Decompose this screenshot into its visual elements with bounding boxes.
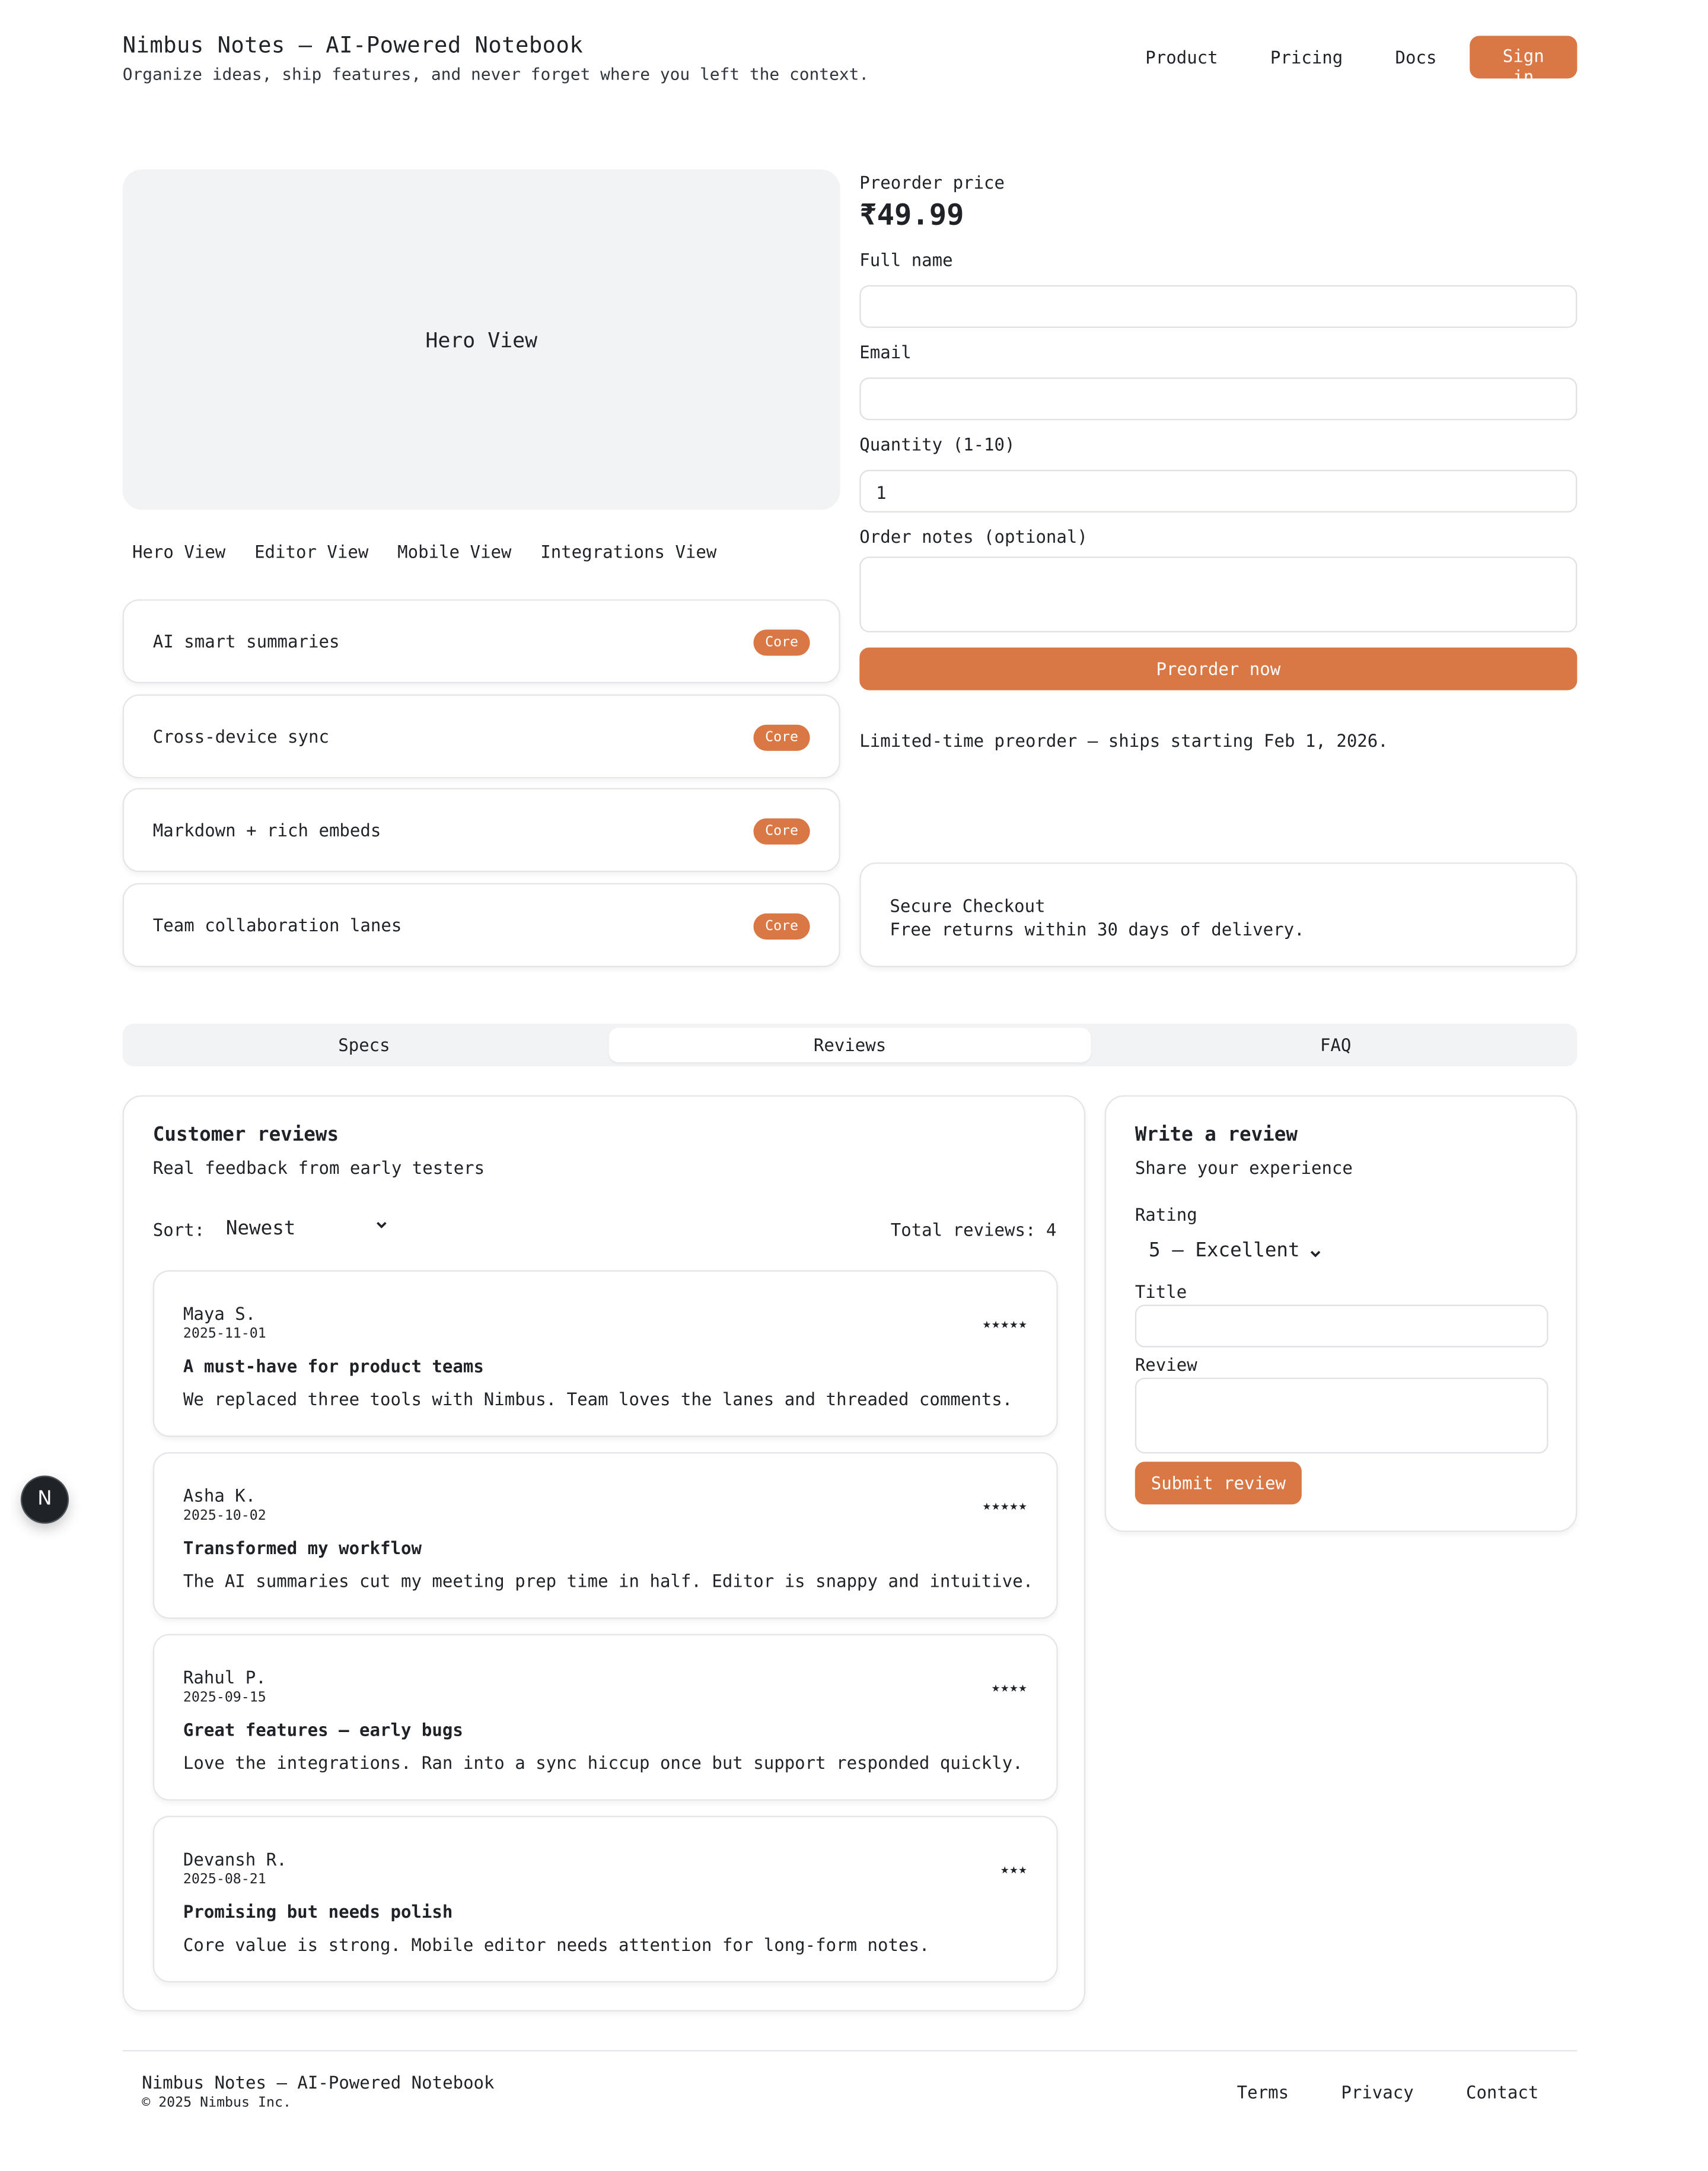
preorder-button[interactable]: Preorder now (859, 648, 1577, 690)
site-header (123, 27, 1578, 96)
customer-reviews-panel (123, 1095, 1085, 2011)
tab-specs[interactable]: Specs (338, 1034, 390, 1056)
footer-divider (123, 2050, 1578, 2051)
reviewer-name: Devansh R. (183, 1848, 287, 1870)
review-card (153, 1270, 1058, 1437)
review-body: Love the integrations. Ran into a sync hiccup once but support responded quickly. (183, 1752, 1023, 1774)
reviewer-name: Asha K. (183, 1485, 256, 1506)
reviewer-name: Maya S. (183, 1303, 256, 1325)
footer-title: Nimbus Notes — AI-Powered Notebook (142, 2072, 495, 2093)
star-rating: ★★★★ (992, 1680, 1028, 1696)
write-review-subtitle: Share your experience (1135, 1157, 1353, 1178)
review-body: The AI summaries cut my meeting prep time in half. Editor is snappy and intuitive. (183, 1570, 1034, 1591)
view-tab-editor[interactable]: Editor View (254, 541, 369, 562)
review-text-label: Review (1135, 1354, 1197, 1375)
view-tab-hero[interactable]: Hero View (132, 541, 226, 562)
nav-product-link[interactable]: Product (1145, 46, 1218, 68)
order-notes-textarea[interactable] (859, 556, 1577, 632)
core-badge: Core (753, 913, 810, 940)
rating-select[interactable]: 5 — Excellent (1149, 1240, 1300, 1262)
review-date: 2025-11-01 (183, 1326, 266, 1342)
core-badge: Core (753, 629, 810, 655)
review-title: Promising but needs polish (183, 1901, 453, 1922)
review-card (153, 1634, 1058, 1801)
tab-reviews[interactable]: Reviews (608, 1028, 1091, 1062)
footer-links (1184, 2081, 1538, 2102)
reviews-title: Customer reviews (152, 1124, 339, 1147)
review-date: 2025-08-21 (183, 1872, 266, 1887)
review-date: 2025-10-02 (183, 1508, 266, 1524)
view-switcher (132, 542, 745, 562)
review-title: Transformed my workflow (183, 1537, 422, 1558)
rating-label: Rating (1135, 1204, 1197, 1225)
core-badge: Core (753, 725, 810, 751)
secure-checkout-card (859, 862, 1577, 967)
price-label: Preorder price (859, 172, 1005, 193)
review-card (153, 1816, 1058, 1982)
feature-card (123, 788, 840, 873)
feature-name: Team collaboration lanes (152, 915, 402, 936)
star-rating: ★★★ (1000, 1863, 1028, 1878)
tab-faq[interactable]: FAQ (1320, 1034, 1352, 1056)
full-name-input[interactable] (859, 285, 1577, 328)
footer-copyright: © 2025 Nimbus Inc. (142, 2095, 291, 2111)
view-tab-mobile[interactable]: Mobile View (397, 541, 512, 562)
email-input[interactable] (859, 377, 1577, 420)
feature-card (123, 695, 840, 779)
floating-n-logo-button[interactable]: N (22, 1477, 68, 1523)
review-textarea[interactable] (1135, 1378, 1548, 1454)
star-rating: ★★★★★ (982, 1498, 1028, 1514)
total-reviews-count: Total reviews: 4 (890, 1219, 1057, 1240)
view-tab-integrations[interactable]: Integrations View (540, 541, 717, 562)
feature-card (123, 883, 840, 967)
returns-text: Free returns within 30 days of delivery. (890, 919, 1305, 940)
review-body: We replaced three tools with Nimbus. Team loves the lanes and threaded comments. (183, 1389, 1013, 1410)
footer-terms-link[interactable]: Terms (1237, 2081, 1289, 2103)
review-title-input[interactable] (1135, 1305, 1548, 1348)
email-label: Email (859, 342, 912, 362)
review-title: Great features — early bugs (183, 1719, 463, 1740)
core-badge: Core (753, 819, 810, 845)
order-notes-label: Order notes (optional) (859, 526, 1088, 547)
main-nav (1145, 36, 1577, 87)
sort-select[interactable]: Newest (225, 1218, 296, 1240)
nav-pricing-link[interactable]: Pricing (1270, 46, 1343, 68)
chevron-down-icon[interactable] (375, 1218, 388, 1236)
star-rating: ★★★★★ (982, 1317, 1028, 1332)
review-date: 2025-09-15 (183, 1690, 266, 1706)
footer-privacy-link[interactable]: Privacy (1341, 2081, 1414, 2103)
review-title-label: Title (1135, 1281, 1187, 1302)
footer-contact-link[interactable]: Contact (1465, 2081, 1539, 2103)
review-card (153, 1452, 1058, 1619)
quantity-input[interactable]: 1 (859, 470, 1577, 512)
product-tabs (123, 1024, 1578, 1067)
write-review-panel (1105, 1095, 1578, 1532)
feature-name: AI smart summaries (152, 631, 340, 652)
hero-media (123, 170, 840, 510)
feature-name: Markdown + rich embeds (152, 819, 381, 841)
reviewer-name: Rahul P. (183, 1667, 266, 1688)
chevron-down-icon[interactable] (1308, 1240, 1322, 1266)
shipping-note: Limited-time preorder — ships starting Feb 1, 2026. (859, 730, 1388, 751)
nav-docs-link[interactable]: Docs (1395, 46, 1437, 68)
review-body: Core value is strong. Mobile editor needs attention for long-form notes. (183, 1934, 930, 1955)
hero-view-label: Hero View (425, 327, 538, 352)
submit-review-button[interactable]: Submit review (1135, 1462, 1302, 1504)
quantity-label: Quantity (1-10) (859, 434, 1015, 455)
reviews-subtitle: Real feedback from early testers (152, 1157, 485, 1178)
write-review-title: Write a review (1135, 1124, 1298, 1147)
full-name-label: Full name (859, 249, 953, 270)
feature-name: Cross-device sync (152, 726, 329, 747)
sign-in-button[interactable]: Sign in (1470, 36, 1577, 78)
secure-checkout-title: Secure Checkout (890, 895, 1046, 916)
sort-label: Sort: (152, 1219, 205, 1240)
site-title[interactable]: Nimbus Notes — AI-Powered Notebook (122, 31, 584, 58)
review-title: A must-have for product teams (183, 1355, 484, 1377)
site-tagline: Organize ideas, ship features, and never forget where you left the context. (122, 65, 869, 84)
feature-card (123, 599, 840, 683)
price-value: ₹49.99 (859, 198, 964, 232)
